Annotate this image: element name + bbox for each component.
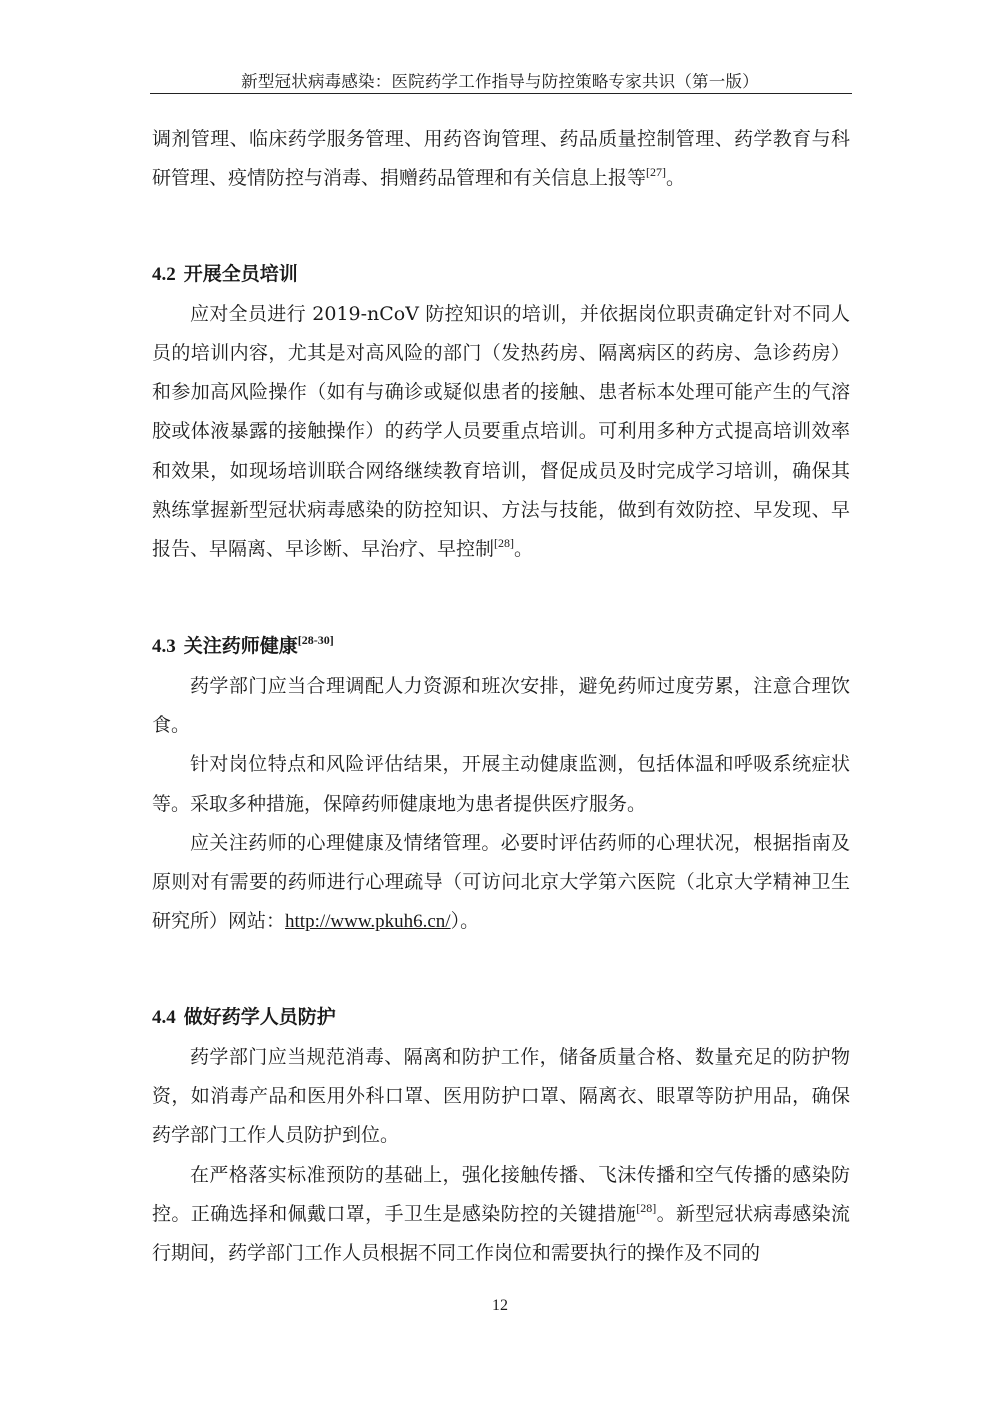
punctuation: 。 (666, 167, 686, 190)
section-title: 做好药学人员防护 (183, 1005, 336, 1028)
website-link[interactable]: http://www.pkuh6.cn/ (285, 911, 451, 933)
citation: [28-30] (297, 632, 334, 647)
section-heading-4-3 (152, 626, 850, 667)
paragraph (152, 1156, 850, 1274)
section-number: 4.2 (152, 263, 176, 285)
paragraph: 药学部门应当规范消毒、隔离和防护工作，储备质量合格、数量充足的防护物资，如消毒产品和医用外科口罩、医用防护口罩、隔离衣、眼罩等防护用品，确保药学部门工作人员防护到位。 (152, 1045, 850, 1147)
running-header: 新型冠状病毒感染：医院药学工作指导与防控策略专家共识（第一版） (241, 72, 759, 91)
punctuation: 。 (514, 538, 534, 561)
paragraph-text: 应关注药师的心理健康及情绪管理。必要时评估药师的心理状况，根据指南及原则对有需要的药师进行心理疏导（可访问北京大学第六医院（北京大学精神卫生研究所）网站： (152, 831, 850, 933)
punctuation: ）。 (450, 910, 480, 933)
paragraph: 药学部门应当合理调配人力资源和班次安排，避免药师过度劳累，注意合理饮食。 (152, 674, 850, 736)
section-title: 开展全员培训 (183, 262, 298, 285)
continuation-text: 调剂管理、临床药学服务管理、用药咨询管理、药品质量控制管理、药学教育与科研管理、疫情防控与消毒、捐赠药品管理和有关信息上报等 (152, 128, 850, 190)
page-body (152, 120, 850, 1274)
section-heading-4-4 (152, 997, 850, 1038)
paragraph (152, 295, 850, 570)
continuation-paragraph (152, 120, 850, 199)
paragraph (152, 824, 850, 942)
page-number: 12 (492, 1297, 508, 1314)
citation: [28] (636, 1200, 657, 1215)
header-divider (150, 93, 852, 94)
paragraph-text: 应对全员进行 2019-nCoV 防控知识的培训，并依据岗位职责确定针对不同人员的培训内容，尤其是对高风险的部门（发热药房、隔离病区的药房、急诊药房）和参加高风险操作（如有与确诊或疑似患者的接触、患者标本处理可能产生的气溶胶或体液暴露的接触操作）的药学人员要重点培训。可利用多种方式提高培训效率和效果，如现场培训联合网络继续教育培训，督促成员及时完成学习培训，确保其熟练掌握新型冠状病毒感染的防控知识、方法与技能，做到有效防控、早发现、早报告、早隔离、早诊断、早治疗、早控制 (152, 302, 850, 561)
section-title: 关注药师健康 (183, 634, 298, 657)
section-number: 4.3 (152, 635, 176, 657)
citation: [28] (494, 536, 515, 551)
paragraph-text: 在严格落实标准预防的基础上，强化接触传播、飞沫传播和空气传播的感染防控。正确选择和佩戴口罩，手卫生是感染防控的关键措施 (152, 1163, 850, 1225)
section-heading-4-2 (152, 254, 850, 295)
paragraph-text: 。新型冠状病毒感染流行期间，药学部门工作人员根据不同工作岗位和需要执行的操作及不同的 (152, 1202, 850, 1265)
citation: [27] (646, 165, 667, 180)
section-number: 4.4 (152, 1006, 176, 1028)
paragraph: 针对岗位特点和风险评估结果，开展主动健康监测，包括体温和呼吸系统症状等。采取多种措施，保障药师健康地为患者提供医疗服务。 (152, 753, 850, 815)
